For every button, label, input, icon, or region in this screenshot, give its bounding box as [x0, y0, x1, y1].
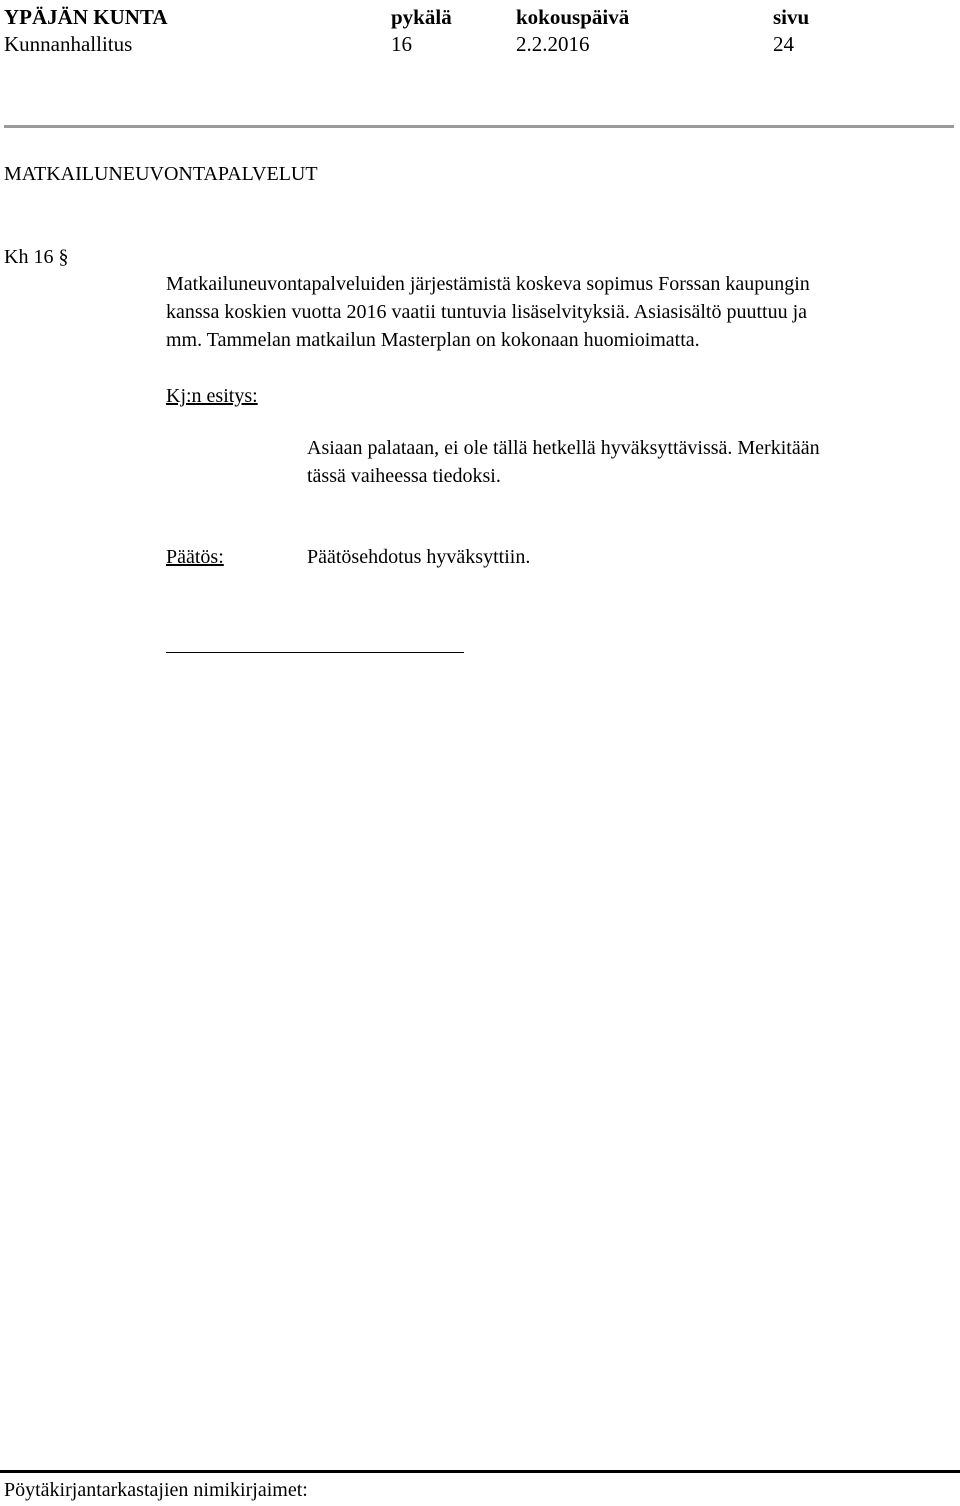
description — [166, 270, 956, 354]
section-reference: Kh 16 § — [4, 246, 69, 268]
footer-text: Pöytäkirjantarkastajien nimikirjaimet: — [4, 1479, 308, 1501]
footer-divider — [0, 1470, 960, 1473]
page-label: sivu — [773, 5, 810, 29]
description-line: kanssa koskien vuotta 2016 vaatii tuntuvia lisäselvityksiä. Asiasisältö puuttuu ja — [166, 301, 808, 323]
document-title: MATKAILUNEUVONTAPALVELUT — [4, 163, 318, 185]
section-number: 16 — [391, 32, 412, 56]
signature-line — [166, 652, 464, 653]
proposal-line: Asiaan palataan, ei ole tällä hetkellä hyväksyttävissä. Merkitään — [307, 437, 820, 459]
proposal-text — [307, 434, 947, 490]
body-name: Kunnanhallitus — [4, 32, 133, 56]
description-line: Matkailuneuvontapalveluiden järjestämistä koskeva sopimus Forssan kaupungin — [166, 273, 810, 295]
meeting-date: 2.2.2016 — [516, 32, 590, 56]
proposal-line: tässä vaiheessa tiedoksi. — [307, 465, 501, 487]
section-label: pykälä — [391, 5, 452, 29]
description-line: mm. Tammelan matkailun Masterplan on kokonaan huomioimatta. — [166, 329, 700, 351]
header-divider — [4, 125, 954, 128]
page-number: 24 — [773, 32, 794, 56]
proposal-label: Kj:n esitys: — [166, 385, 258, 407]
decision-label: Päätös: — [166, 546, 224, 568]
municipality-name: YPÄJÄN KUNTA — [4, 5, 168, 29]
decision-text: Päätösehdotus hyväksyttiin. — [307, 546, 531, 568]
date-label: kokouspäivä — [516, 5, 630, 29]
